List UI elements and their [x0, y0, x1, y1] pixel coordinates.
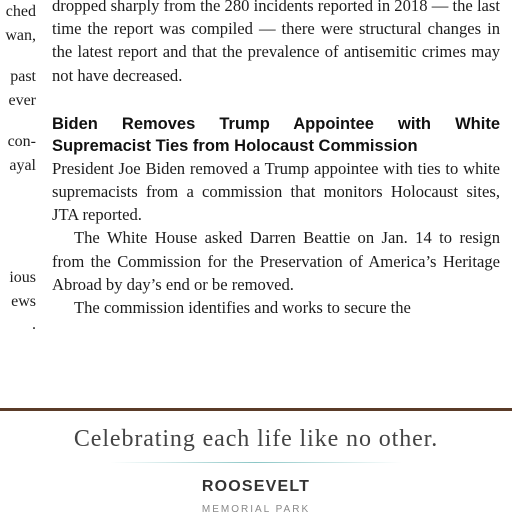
ad-brand: ROOSEVELT — [201, 478, 311, 495]
left-line: ayal — [9, 156, 36, 174]
article-continuation: dropped sharply from the 280 incidents reported in 2018 — the last time the report was compiled — there were structural changes in the latest report and that the prevalence of antisemitic crimes may not have decreased. — [52, 0, 500, 85]
left-line: con- — [7, 133, 36, 150]
left-line: ched — [5, 3, 36, 20]
article-headline: Biden Removes Trump Appointee with White Supremacist Ties from Holocaust Commission — [52, 114, 500, 155]
left-line: past — [10, 68, 36, 85]
left-line: ious — [9, 269, 36, 286]
left-line: wan, — [5, 26, 36, 44]
left-line: ever — [8, 91, 36, 109]
left-line: . — [32, 316, 36, 333]
ad-rule — [110, 462, 402, 463]
ad-tagline: Celebrating each life like no other. — [73, 426, 439, 452]
left-column-fragment — [0, 0, 36, 337]
ad-brand-subtitle: MEMORIAL PARK — [201, 504, 311, 515]
left-line: ews — [11, 292, 36, 310]
article-paragraph: President Joe Biden removed a Trump appointee with ties to white supremacists from a commission that monitors Holocaust sites, JTA reported. — [52, 158, 500, 225]
article-column — [52, 0, 500, 319]
article-paragraph: The commission identifies and works to secure the — [74, 298, 411, 318]
article-paragraph: The White House asked Darren Beattie on Jan. 14 to resign from the Commission for the Preservation of America’s Heritage Abroad by day’s end or be removed. — [52, 228, 500, 294]
advertisement[interactable] — [0, 411, 512, 515]
